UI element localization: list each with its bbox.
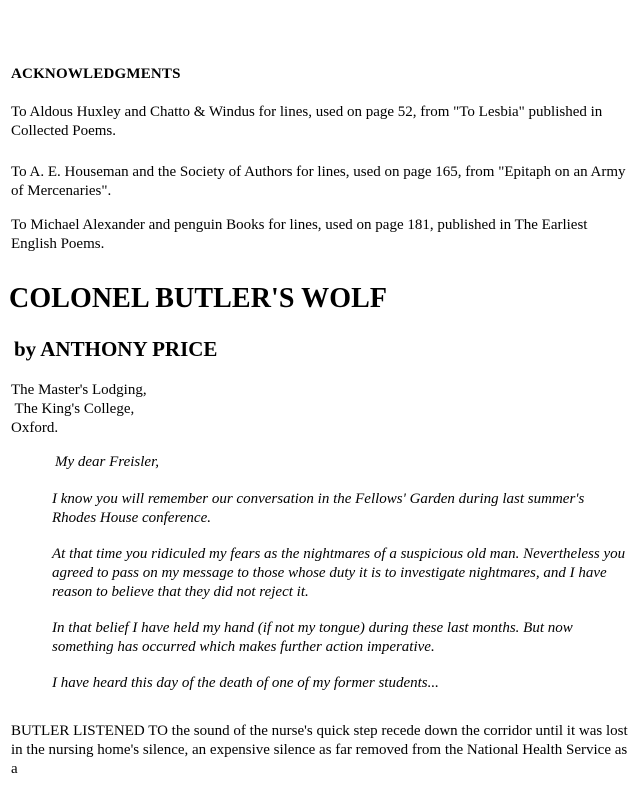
book-author: by ANTHONY PRICE [14,337,218,361]
address-line: Oxford. [11,420,59,436]
letter-paragraph: At that time you ridiculed my fears as the nightmares of a suspicious old man. Nevertheless you agreed to pass on my message to those whose duty it is to investigate nightmares, and I have reason to believe that they did not reject it. [52,546,626,600]
acknowledgments-heading: ACKNOWLEDGMENTS [11,66,181,82]
book-title: COLONEL BUTLER'S WOLF [9,283,388,314]
letter-address [11,381,147,438]
address-line: The King's College, [11,401,135,417]
address-line: The Master's Lodging, [11,382,147,398]
acknowledgment-paragraph: To A. E. Houseman and the Society of Authors for lines, used on page 165, from "Epitaph on an Army of Mercenaries". [11,164,626,199]
acknowledgment-paragraph: To Aldous Huxley and Chatto & Windus for lines, used on page 52, from "To Lesbia" published in Collected Poems. [11,104,603,139]
acknowledgment-paragraph: To Michael Alexander and penguin Books for lines, used on page 181, published in The Earliest English Poems. [11,217,588,252]
letter-paragraph: I have heard this day of the death of one of my former students... [52,675,439,691]
chapter-opening-text: BUTLER LISTENED TO the sound of the nurse's quick step recede down the corridor until it was lost in the nursing home's silence, an expensive silence as far removed from the National Health Service as a [11,723,628,777]
letter-paragraph: In that belief I have held my hand (if not my tongue) during these last months. But now something has occurred which makes further action imperative. [52,620,573,655]
letter-salutation: My dear Freisler, [55,454,160,470]
letter-paragraph: I know you will remember our conversation in the Fellows' Garden during last summer's Rhodes House conference. [52,491,585,526]
